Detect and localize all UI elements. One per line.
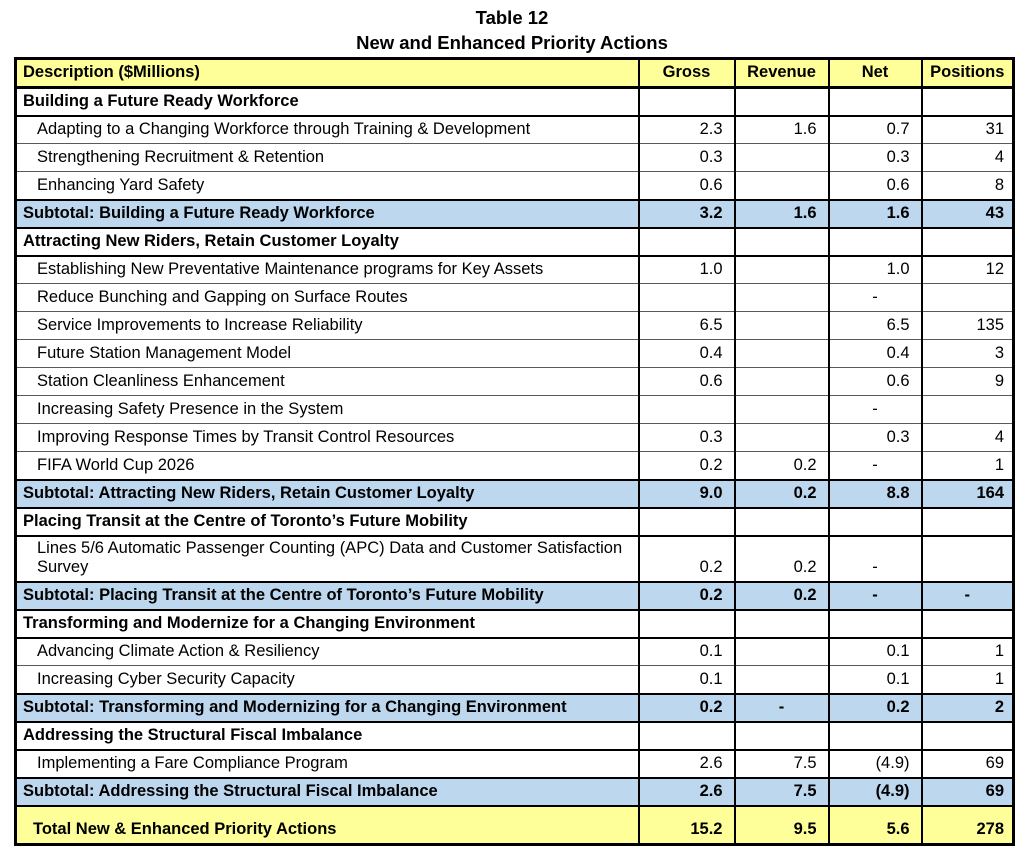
cell-description: Addressing the Structural Fiscal Imbalance <box>16 722 639 750</box>
cell-net: 0.6 <box>829 172 922 200</box>
table-row-detail <box>16 144 1014 172</box>
cell-revenue <box>735 610 829 638</box>
cell-revenue: 7.5 <box>735 750 829 778</box>
cell-net: 1.6 <box>829 200 922 228</box>
cell-description: Service Improvements to Increase Reliability <box>16 312 639 340</box>
cell-gross <box>639 722 735 750</box>
cell-revenue: 0.2 <box>735 452 829 480</box>
table-row-detail <box>16 256 1014 284</box>
cell-description: Improving Response Times by Transit Control Resources <box>16 424 639 452</box>
cell-description: Lines 5/6 Automatic Passenger Counting (APC) Data and Customer Satisfaction Survey <box>16 536 639 582</box>
column-header-net: Net <box>829 59 922 88</box>
table-row-detail <box>16 312 1014 340</box>
cell-net: 0.3 <box>829 424 922 452</box>
cell-revenue <box>735 666 829 694</box>
table-row-subtotal <box>16 480 1014 508</box>
cell-net: 0.3 <box>829 144 922 172</box>
cell-gross <box>639 284 735 312</box>
cell-description: Establishing New Preventative Maintenance programs for Key Assets <box>16 256 639 284</box>
cell-net: - <box>829 284 922 312</box>
cell-net: - <box>829 452 922 480</box>
cell-gross: 0.3 <box>639 144 735 172</box>
cell-gross: 2.6 <box>639 750 735 778</box>
cell-positions: 2 <box>922 694 1014 722</box>
cell-positions: 164 <box>922 480 1014 508</box>
cell-positions <box>922 228 1014 256</box>
table-body <box>16 88 1014 845</box>
cell-revenue <box>735 396 829 424</box>
cell-revenue <box>735 508 829 536</box>
cell-gross: 0.2 <box>639 694 735 722</box>
cell-net: 8.8 <box>829 480 922 508</box>
table-row-detail <box>16 172 1014 200</box>
cell-net: 0.1 <box>829 666 922 694</box>
table-row-detail <box>16 638 1014 666</box>
table-row-total <box>16 806 1014 845</box>
cell-description: Subtotal: Building a Future Ready Workforce <box>16 200 639 228</box>
table-row-subtotal <box>16 582 1014 610</box>
cell-net: 0.7 <box>829 116 922 144</box>
cell-description: Attracting New Riders, Retain Customer Loyalty <box>16 228 639 256</box>
cell-description: Transforming and Modernize for a Changing Environment <box>16 610 639 638</box>
cell-positions <box>922 284 1014 312</box>
table-row-detail <box>16 424 1014 452</box>
cell-net: 5.6 <box>829 806 922 845</box>
cell-gross: 0.4 <box>639 340 735 368</box>
cell-revenue: 7.5 <box>735 778 829 806</box>
cell-description: Implementing a Fare Compliance Program <box>16 750 639 778</box>
cell-gross <box>639 508 735 536</box>
cell-revenue <box>735 368 829 396</box>
cell-positions: 278 <box>922 806 1014 845</box>
cell-positions: 3 <box>922 340 1014 368</box>
cell-positions: 8 <box>922 172 1014 200</box>
table-row-subtotal <box>16 694 1014 722</box>
table-row-detail <box>16 284 1014 312</box>
cell-positions: 31 <box>922 116 1014 144</box>
priority-actions-table <box>14 57 1015 846</box>
cell-revenue: 1.6 <box>735 200 829 228</box>
cell-revenue: 1.6 <box>735 116 829 144</box>
cell-description: Adapting to a Changing Workforce through Training & Development <box>16 116 639 144</box>
table-row-subtotal <box>16 200 1014 228</box>
cell-positions: 9 <box>922 368 1014 396</box>
cell-net: 1.0 <box>829 256 922 284</box>
table-caption-line1: Table 12 <box>475 7 549 28</box>
cell-gross <box>639 610 735 638</box>
cell-gross <box>639 396 735 424</box>
cell-positions <box>922 396 1014 424</box>
cell-positions <box>922 610 1014 638</box>
cell-gross: 0.6 <box>639 172 735 200</box>
cell-gross: 9.0 <box>639 480 735 508</box>
cell-revenue <box>735 340 829 368</box>
cell-net: (4.9) <box>829 778 922 806</box>
cell-positions: 69 <box>922 778 1014 806</box>
cell-gross: 6.5 <box>639 312 735 340</box>
table-row-section <box>16 722 1014 750</box>
cell-description: Station Cleanliness Enhancement <box>16 368 639 396</box>
table-row-detail <box>16 396 1014 424</box>
table-caption <box>0 6 1024 56</box>
cell-description: Reduce Bunching and Gapping on Surface Routes <box>16 284 639 312</box>
cell-net <box>829 228 922 256</box>
cell-description: Enhancing Yard Safety <box>16 172 639 200</box>
cell-positions: 1 <box>922 638 1014 666</box>
cell-gross: 2.6 <box>639 778 735 806</box>
cell-description: Total New & Enhanced Priority Actions <box>16 806 639 845</box>
cell-positions <box>922 508 1014 536</box>
cell-description: Advancing Climate Action & Resiliency <box>16 638 639 666</box>
cell-revenue <box>735 88 829 116</box>
cell-revenue <box>735 144 829 172</box>
cell-revenue: 9.5 <box>735 806 829 845</box>
table-row-detail <box>16 750 1014 778</box>
cell-gross: 0.1 <box>639 638 735 666</box>
column-header-revenue: Revenue <box>735 59 829 88</box>
cell-revenue: 0.2 <box>735 582 829 610</box>
table-row-detail <box>16 536 1014 582</box>
cell-gross: 2.3 <box>639 116 735 144</box>
cell-revenue <box>735 424 829 452</box>
cell-net: 0.1 <box>829 638 922 666</box>
table-row-detail <box>16 368 1014 396</box>
table-header <box>16 59 1014 88</box>
table-row-section <box>16 88 1014 116</box>
table-row-subtotal <box>16 778 1014 806</box>
cell-revenue: 0.2 <box>735 480 829 508</box>
cell-description: Future Station Management Model <box>16 340 639 368</box>
cell-description: Subtotal: Transforming and Modernizing for a Changing Environment <box>16 694 639 722</box>
cell-net <box>829 610 922 638</box>
cell-positions: 135 <box>922 312 1014 340</box>
table-caption-line2: New and Enhanced Priority Actions <box>356 31 668 53</box>
cell-net: 0.2 <box>829 694 922 722</box>
cell-gross: 0.2 <box>639 452 735 480</box>
cell-positions: 43 <box>922 200 1014 228</box>
table-row-section <box>16 508 1014 536</box>
table-row-detail <box>16 666 1014 694</box>
header-row <box>16 59 1014 88</box>
cell-description: Placing Transit at the Centre of Toronto’s Future Mobility <box>16 508 639 536</box>
cell-revenue <box>735 172 829 200</box>
table-row-detail <box>16 116 1014 144</box>
cell-description: Subtotal: Attracting New Riders, Retain Customer Loyalty <box>16 480 639 508</box>
cell-net: 0.6 <box>829 368 922 396</box>
cell-gross: 15.2 <box>639 806 735 845</box>
cell-positions <box>922 536 1014 582</box>
cell-description: FIFA World Cup 2026 <box>16 452 639 480</box>
cell-positions <box>922 88 1014 116</box>
cell-net <box>829 508 922 536</box>
cell-gross: 0.6 <box>639 368 735 396</box>
cell-gross <box>639 228 735 256</box>
cell-revenue <box>735 228 829 256</box>
cell-positions: 1 <box>922 452 1014 480</box>
cell-gross <box>639 88 735 116</box>
cell-net <box>829 88 922 116</box>
table-row-section <box>16 610 1014 638</box>
column-header-description: Description ($Millions) <box>16 59 639 88</box>
cell-gross: 0.1 <box>639 666 735 694</box>
column-header-positions: Positions <box>922 59 1014 88</box>
cell-net: - <box>829 582 922 610</box>
cell-description: Increasing Safety Presence in the System <box>16 396 639 424</box>
cell-gross: 3.2 <box>639 200 735 228</box>
cell-description: Strengthening Recruitment & Retention <box>16 144 639 172</box>
cell-positions: 1 <box>922 666 1014 694</box>
cell-gross: 1.0 <box>639 256 735 284</box>
cell-net: (4.9) <box>829 750 922 778</box>
table-row-section <box>16 228 1014 256</box>
cell-revenue: 0.2 <box>735 536 829 582</box>
cell-revenue <box>735 312 829 340</box>
cell-description: Building a Future Ready Workforce <box>16 88 639 116</box>
cell-positions: 4 <box>922 424 1014 452</box>
cell-positions: - <box>922 582 1014 610</box>
cell-net: 0.4 <box>829 340 922 368</box>
cell-positions: 12 <box>922 256 1014 284</box>
cell-positions <box>922 722 1014 750</box>
cell-revenue <box>735 284 829 312</box>
cell-gross: 0.2 <box>639 536 735 582</box>
cell-positions: 69 <box>922 750 1014 778</box>
table-row-detail <box>16 452 1014 480</box>
cell-net: - <box>829 396 922 424</box>
cell-description: Subtotal: Placing Transit at the Centre of Toronto’s Future Mobility <box>16 582 639 610</box>
cell-revenue: - <box>735 694 829 722</box>
cell-revenue <box>735 722 829 750</box>
cell-gross: 0.2 <box>639 582 735 610</box>
cell-net <box>829 722 922 750</box>
cell-description: Subtotal: Addressing the Structural Fiscal Imbalance <box>16 778 639 806</box>
cell-net: 6.5 <box>829 312 922 340</box>
cell-positions: 4 <box>922 144 1014 172</box>
column-header-gross: Gross <box>639 59 735 88</box>
cell-gross: 0.3 <box>639 424 735 452</box>
cell-net: - <box>829 536 922 582</box>
cell-description: Increasing Cyber Security Capacity <box>16 666 639 694</box>
table-row-detail <box>16 340 1014 368</box>
cell-revenue <box>735 256 829 284</box>
cell-revenue <box>735 638 829 666</box>
